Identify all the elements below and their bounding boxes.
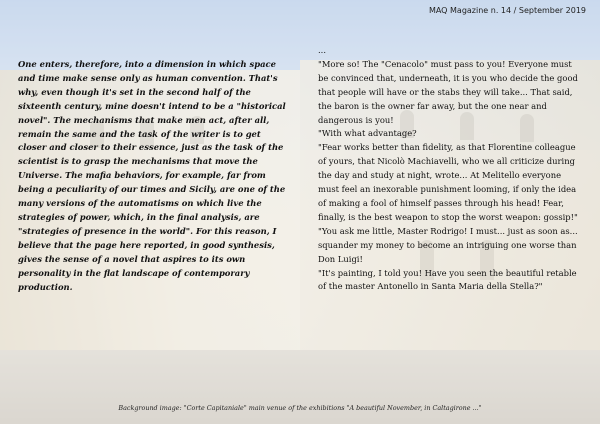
magazine-header: MAQ Magazine n. 14 / September 2019 xyxy=(428,6,586,15)
excerpt-paragraph: "More so! The "Cenacolo" must pass to you! Everyone must be convinced that, underneath, it is you who decide the good that people will have or the stabs they will take... That said, the baron is the owner far away, but the one near and dangerous is you! xyxy=(318,58,578,125)
novel-excerpt xyxy=(318,44,584,294)
excerpt-paragraph: "You ask me little, Master Rodrigo! I must... just as soon as... squander my money to become an intriguing one worse than Don Luigi! xyxy=(318,225,578,264)
excerpt-paragraph: "It's painting, I told you! Have you seen the beautiful retable of the master Antonello in Santa Maria della Stella?" xyxy=(318,267,577,292)
excerpt-paragraph: "With what advantage? xyxy=(318,128,417,139)
excerpt-paragraph: "Fear works better than fidelity, as that Florentine colleague of yours, that Nicolò Machiavelli, who we all criticize during the day and study at night, wrote... At Melitello everyone must feel an inexorable punishment looming, if only the idea of making a fool of himself passes through his head! Fear, finally, is the best weapon to stop the worst weapon: gossip!" xyxy=(318,142,578,222)
image-caption: Background image: "Corte Capitaniale" main venue of the exhibitions "A beautiful November, in Caltagirone ..." xyxy=(118,404,482,412)
excerpt-paragraph: ... xyxy=(318,45,326,55)
intro-text: One enters, therefore, into a dimension in which space and time make sense only as human convention. That's why, even though it's set in the second half of the sixteenth century, mine doesn't intend to be a "historical novel". The mechanisms that make men act, after all, remain the same and the task of the writer is to get closer and closer to their essence, just as the task of the scientist is to grasp the mechanisms that move the Universe. The mafia behaviors, for example, far from being a peculiarity of our times and Sicily, are one of the many versions of the automatisms on which live the strategies of power, which, in the final analysis, are "strategies of presence in the world". For this reason, I believe that the page here reported, in good synthesis, gives the sense of a novel that aspires to its own personality in the flat landscape of contemporary production. xyxy=(18,59,286,292)
